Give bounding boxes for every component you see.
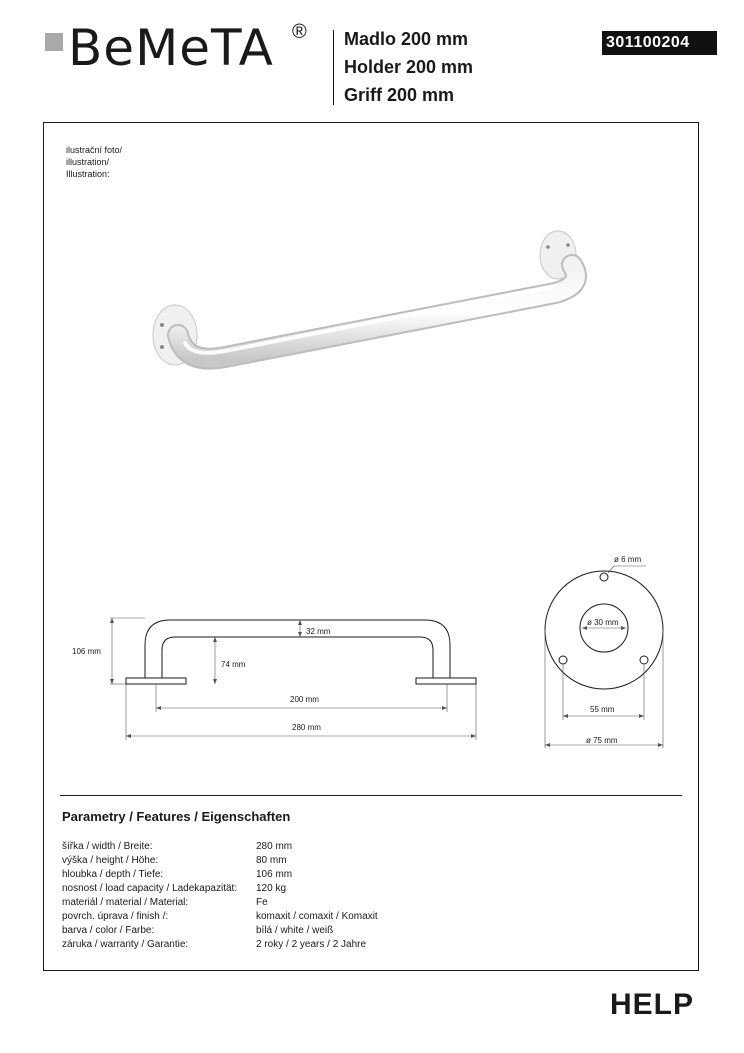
title-en: Holder 200 mm [344, 57, 474, 77]
feature-value: 2 roky / 2 years / 2 Jahre [256, 939, 367, 950]
flange-top-hole [600, 573, 608, 581]
logo-mark [45, 33, 63, 51]
product-code-badge: 301100204 [602, 31, 717, 55]
feature-label: materiál / material / Material: [62, 897, 189, 908]
dim-tube-label: 32 mm [306, 627, 331, 636]
feature-value: 80 mm [256, 855, 287, 866]
feature-value: 120 kg [256, 883, 287, 894]
dim-total-width-label: 280 mm [292, 723, 321, 732]
registered-mark: ® [292, 21, 307, 43]
dim-hole-label: ø 6 mm [614, 555, 642, 564]
dim-inner-height-label: 74 mm [221, 660, 246, 669]
feature-label: povrch. úprava / finish /: [62, 911, 169, 922]
series-name: HELP [610, 988, 695, 1021]
feature-value: komaxit / comaxit / Komaxit [256, 911, 378, 922]
flange-right-hole [640, 656, 648, 664]
product-illustration [140, 225, 600, 375]
feature-label: šířka / width / Breite: [62, 841, 153, 852]
illustration-label-cz: ilustrační foto/ [66, 145, 123, 155]
feature-value: bílá / white / weiß [256, 925, 334, 936]
dim-center-label: ø 30 mm [587, 618, 619, 627]
feature-label: hloubka / depth / Tiefe: [62, 869, 164, 880]
feature-label: nosnost / load capacity / Ladekapazität: [62, 883, 238, 894]
feature-value: 280 mm [256, 841, 293, 852]
illustration-label-de: Illustration: [66, 169, 110, 179]
title-divider [333, 30, 334, 105]
feature-label: výška / height / Höhe: [62, 855, 159, 866]
title-de: Griff 200 mm [344, 85, 455, 105]
flange-view-drawing [530, 548, 690, 753]
side-view-drawing [60, 600, 500, 750]
feature-value: 106 mm [256, 869, 293, 880]
dim-height-label: 106 mm [72, 647, 101, 656]
brand-logo: BeMeTA [68, 19, 274, 77]
title-cz: Madlo 200 mm [344, 29, 469, 49]
illustration-label-en: illustration/ [66, 157, 110, 167]
grab-bar [178, 265, 576, 359]
dim-inner-width-label: 200 mm [290, 695, 319, 704]
feature-value: Fe [256, 897, 268, 908]
feature-label: barva / color / Farbe: [62, 925, 155, 936]
feature-label: záruka / warranty / Garantie: [62, 939, 189, 950]
features-title: Parametry / Features / Eigenschaften [62, 809, 291, 824]
dim-hole-spacing-label: 55 mm [590, 705, 615, 714]
flange-left-hole [559, 656, 567, 664]
dim-outer-label: ø 75 mm [586, 736, 618, 745]
section-divider [60, 795, 682, 796]
